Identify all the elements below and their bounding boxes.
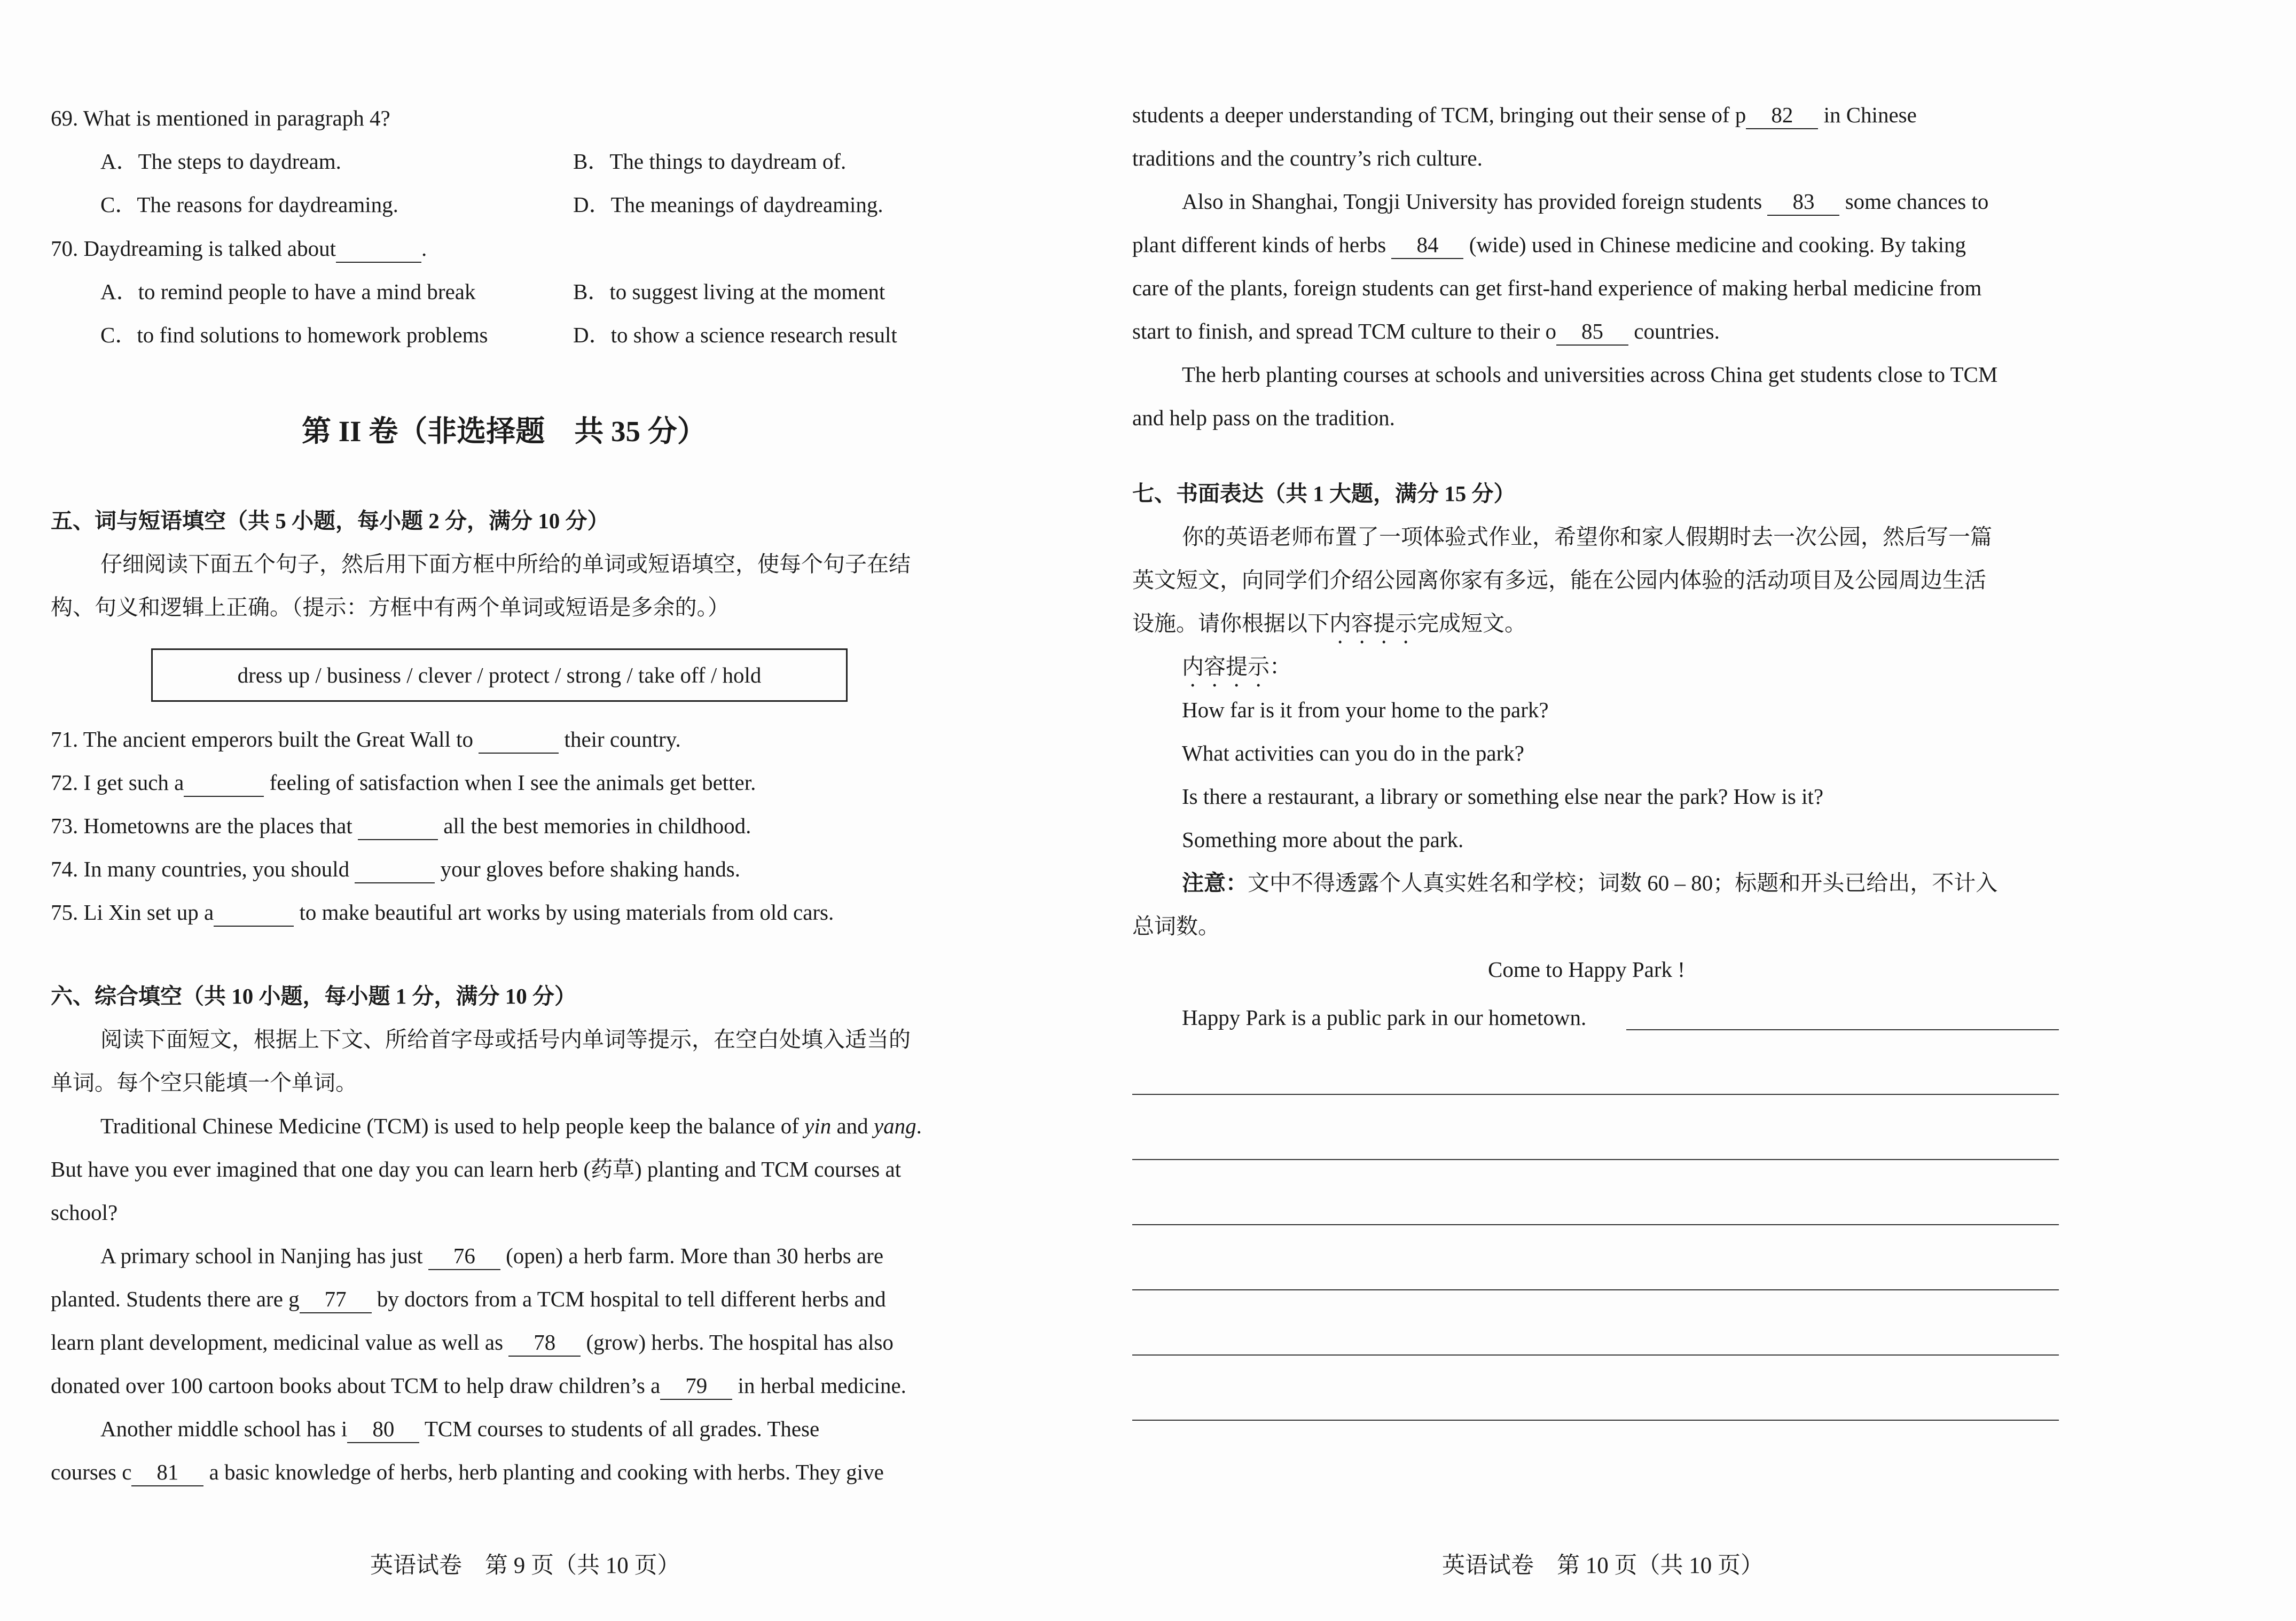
passage-cont-line1: students a deeper understanding of TCM, bringing out their sense of p 82 in Chinese [1132, 102, 1917, 129]
passage-p2-line4: donated over 100 cartoon books about TCM to help draw children’s a 79 in herbal medicine. [51, 1373, 906, 1400]
essay-title: Come to Happy Park ! [1488, 957, 1685, 982]
q71: 71. The ancient emperors built the Great Wall to their country. [51, 726, 681, 754]
section5-instruction-line1: 仔细阅读下面五个句子，然后用下面方框中所给的单词或短语填空，使每个句子在结 [100, 552, 911, 576]
passage-p3-line2: courses c 81 a basic knowledge of herbs, herb planting and cooking with herbs. They give [51, 1459, 884, 1486]
q74: 74. In many countries, you should your gloves before shaking hands. [51, 856, 740, 883]
q70-stem: 70. Daydreaming is talked about . [51, 236, 427, 263]
passage-p2-line2: planted. Students there are g 77 by doctors from a TCM hospital to tell different herbs and [51, 1286, 886, 1313]
passage-p5-line2: and help pass on the tradition. [1132, 405, 1395, 430]
section6-heading: 六、综合填空（共 10 小题，每小题 1 分，满分 10 分） [51, 984, 576, 1008]
hint-1: How far is it from your home to the park? [1182, 698, 1549, 722]
passage-p1-line3: school? [51, 1200, 118, 1225]
blank-81: 81 [131, 1459, 203, 1486]
passage-p5-line1: The herb planting courses at schools and universities across China get students close to TCM [1182, 362, 1998, 387]
blank-84: 84 [1391, 232, 1463, 259]
blank-80: 80 [347, 1416, 419, 1443]
right-page-footer: 英语试卷 第 10 页（共 10 页） [1442, 1553, 1764, 1578]
writing-line-first[interactable] [1626, 1029, 2059, 1030]
q75: 75. Li Xin set up a to make beautiful art works by using materials from old cars. [51, 899, 834, 927]
writing-line[interactable] [1132, 1224, 2059, 1225]
section5-instruction-line2: 构、句义和逻辑上正确。（提示：方框中有两个单词或短语是多余的。） [51, 595, 730, 620]
hint-2: What activities can you do in the park? [1182, 741, 1524, 765]
section5-heading: 五、词与短语填空（共 5 小题，每小题 2 分，满分 10 分） [51, 508, 609, 533]
writing-line[interactable] [1132, 1420, 2059, 1421]
word-box-text: dress up / business / clever / protect / strong / take off / hold [237, 663, 762, 687]
q73: 73. Hometowns are the places that all the best memories in childhood. [51, 813, 751, 840]
passage-p2-line1: A primary school in Nanjing has just 76 (open) a herb farm. More than 30 herbs are [100, 1243, 883, 1270]
blank-83: 83 [1767, 189, 1839, 216]
writing-line[interactable] [1132, 1289, 2059, 1290]
q69-option-a: A．The steps to daydream. [100, 149, 341, 174]
blank-82: 82 [1746, 102, 1818, 129]
blank-76: 76 [428, 1243, 500, 1270]
passage-p1-line2: But have you ever imagined that one day you can learn herb (药草) planting and TCM courses at [51, 1157, 902, 1181]
word-box [151, 648, 848, 702]
section6-instruction-line1: 阅读下面短文，根据上下文、所给首字母或括号内单词等提示，在空白处填入适当的 [100, 1027, 911, 1052]
passage-p4-line3: care of the plants, foreign students can get first-hand experience of making herbal medicine from [1132, 276, 1982, 300]
writing-line[interactable] [1132, 1094, 2059, 1095]
blank-77: 77 [300, 1286, 372, 1313]
q69-stem: 69. What is mentioned in paragraph 4? [51, 106, 390, 130]
blank-78: 78 [508, 1329, 581, 1357]
blank-79: 79 [660, 1373, 732, 1400]
part-title: 第 II 卷（非选择题 共 35 分） [302, 415, 707, 448]
q69-option-c: C．The reasons for daydreaming. [100, 192, 398, 217]
essay-start: Happy Park is a public park in our hometown. [1182, 1005, 1587, 1030]
writing-line[interactable] [1132, 1159, 2059, 1160]
q70-option-c: C．to find solutions to homework problems [100, 323, 488, 347]
blank-85: 85 [1556, 318, 1628, 346]
section7-instruction-line2: 英文短文，向同学们介绍公园离你家有多远，能在公园内体验的活动项目及公园周边生活 [1132, 568, 1986, 592]
section6-instruction-line2: 单词。每个空只能填一个单词。 [51, 1070, 357, 1095]
passage-p4-line4: start to finish, and spread TCM culture to their o 85 countries. [1132, 318, 1720, 346]
hint-label: 内容提示： [1182, 654, 1291, 679]
passage-p3-line1: Another middle school has i 80 TCM courses to students of all grades. These [100, 1416, 819, 1443]
section7-heading: 七、书面表达（共 1 大题，满分 15 分） [1132, 481, 1516, 506]
left-page-footer: 英语试卷 第 9 页（共 10 页） [370, 1553, 680, 1578]
hint-3: Is there a restaurant, a library or something else near the park? How is it? [1182, 784, 1824, 809]
writing-line[interactable] [1132, 1354, 2059, 1356]
section7-instruction-line3: 设施。请你根据以下内容提示完成短文。 [1132, 611, 1526, 636]
passage-cont-line2: traditions and the country’s rich culture. [1132, 146, 1483, 170]
right-page [1132, 0, 2296, 1621]
q69-option-d: D．The meanings of daydreaming. [573, 192, 883, 217]
hint-4: Something more about the park. [1182, 827, 1464, 852]
q69-option-b: B．The things to daydream of. [573, 149, 847, 174]
q70-option-b: B．to suggest living at the moment [573, 279, 886, 304]
q70-option-a: A．to remind people to have a mind break [100, 279, 476, 304]
passage-p4-line1: Also in Shanghai, Tongji University has provided foreign students 83 some chances to [1182, 189, 1988, 216]
note-line1: 注意：文中不得透露个人真实姓名和学校；词数 60 – 80；标题和开头已给出，不计入 [1182, 871, 1998, 895]
passage-p2-line3: learn plant development, medicinal value as well as 78 (grow) herbs. The hospital has also [51, 1329, 894, 1357]
passage-p1-line1: Traditional Chinese Medicine (TCM) is used to help people keep the balance of yin and yang. [100, 1114, 922, 1138]
note-line2: 总词数。 [1132, 914, 1220, 938]
q70-option-d: D．to show a science research result [573, 323, 897, 347]
passage-p4-line2: plant different kinds of herbs 84 (wide) used in Chinese medicine and cooking. By taking [1132, 232, 1966, 259]
section7-instruction-line1: 你的英语老师布置了一项体验式作业，希望你和家人假期时去一次公园，然后写一篇 [1182, 524, 1992, 549]
q72: 72. I get such a feeling of satisfaction when I see the animals get better. [51, 770, 756, 797]
